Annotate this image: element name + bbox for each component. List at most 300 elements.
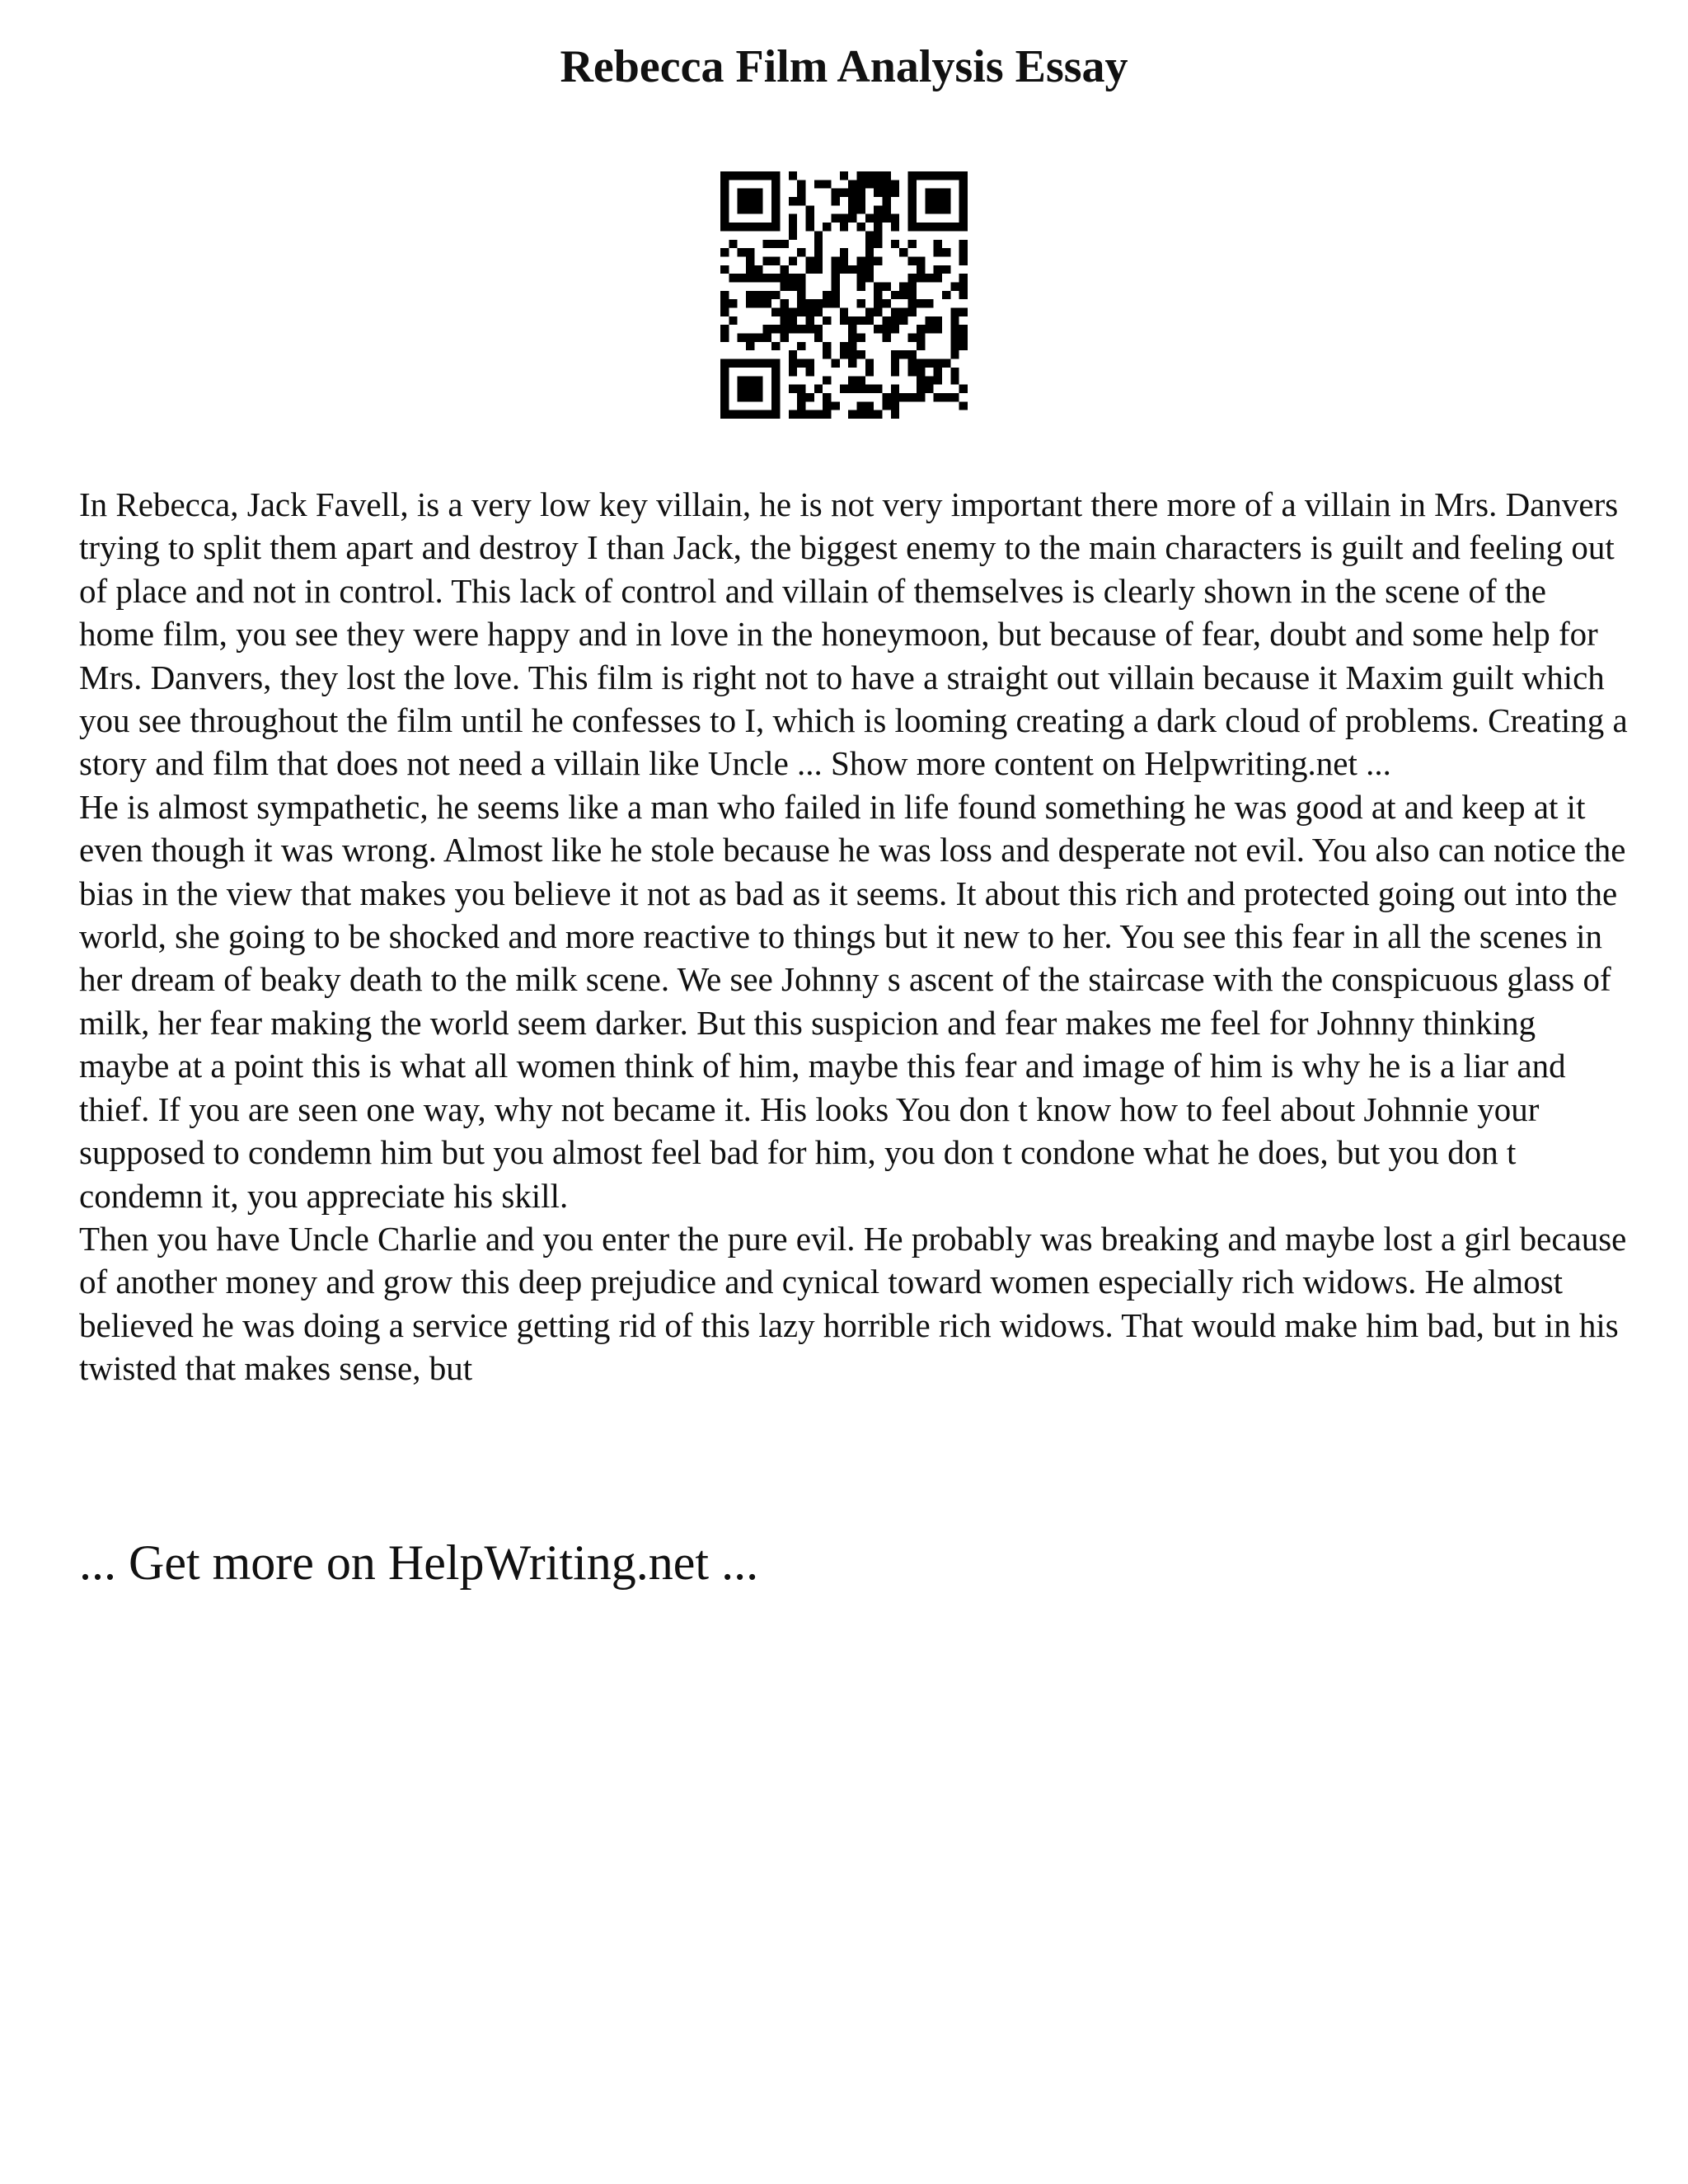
qr-module bbox=[934, 248, 942, 256]
qr-module bbox=[754, 385, 762, 393]
qr-module bbox=[917, 325, 925, 333]
qr-module bbox=[917, 171, 925, 180]
qr-module bbox=[771, 180, 780, 188]
get-more-link[interactable]: ... Get more on HelpWriting.net ... bbox=[79, 1535, 759, 1590]
qr-module bbox=[840, 256, 848, 265]
qr-module bbox=[883, 205, 891, 213]
qr-module bbox=[934, 316, 942, 325]
qr-module bbox=[891, 180, 899, 188]
qr-module bbox=[925, 197, 933, 205]
qr-module bbox=[797, 299, 805, 307]
qr-module bbox=[805, 393, 814, 401]
qr-module bbox=[797, 274, 805, 282]
qr-module bbox=[738, 334, 746, 342]
qr-module bbox=[857, 282, 865, 290]
qr-module bbox=[857, 256, 865, 265]
qr-module bbox=[805, 325, 814, 333]
qr-module bbox=[805, 223, 814, 231]
qr-module bbox=[908, 299, 917, 307]
qr-module bbox=[883, 197, 891, 205]
qr-module bbox=[865, 171, 874, 180]
qr-module bbox=[805, 299, 814, 307]
qr-module bbox=[917, 299, 925, 307]
qr-module bbox=[883, 325, 891, 333]
qr-module bbox=[771, 189, 780, 197]
qr-module bbox=[942, 223, 950, 231]
qr-module bbox=[738, 197, 746, 205]
qr-module bbox=[959, 401, 968, 410]
qr-module bbox=[746, 256, 754, 265]
qr-module bbox=[720, 334, 729, 342]
qr-module bbox=[738, 410, 746, 419]
qr-module bbox=[754, 265, 762, 274]
qr-module bbox=[797, 180, 805, 188]
qr-module bbox=[729, 240, 737, 248]
qr-module bbox=[746, 376, 754, 384]
qr-module bbox=[771, 393, 780, 401]
qr-module bbox=[891, 393, 899, 401]
qr-module bbox=[738, 393, 746, 401]
qr-module bbox=[891, 401, 899, 410]
qr-module bbox=[746, 299, 754, 307]
qr-module bbox=[865, 265, 874, 274]
essay-paragraph-1: In Rebecca, Jack Favell, is a very low key villain, he is not very important there more of a villain in Mrs. Danvers trying to split them apart and destroy I than Jack, the biggest enemy to the main characters is guilt and feeling out of place and not in control. This lack of control and villain of themselves is clearly shown in the scene of the home film, you see they were happy and in love in the honeymoon, but because of fear, doubt and some help for Mrs. Danvers, they lost the love. This film is right not to have a straight out villain because it Maxim guilt which you see throughout the film until he confesses to I, which is looming creating a dark cloud of problems. Creating a story and film that does not need a villain like Uncle ... Show more content on Helpwriting.net ... bbox=[79, 485, 1628, 783]
qr-module bbox=[823, 342, 831, 350]
qr-module bbox=[840, 214, 848, 223]
qr-module bbox=[934, 376, 942, 384]
qr-module bbox=[857, 205, 865, 213]
qr-module bbox=[934, 240, 942, 248]
qr-module bbox=[908, 189, 917, 197]
qr-module bbox=[840, 308, 848, 316]
qr-module bbox=[789, 282, 797, 290]
qr-module bbox=[771, 240, 780, 248]
qr-module bbox=[746, 385, 754, 393]
qr-module bbox=[814, 231, 823, 239]
qr-module bbox=[917, 256, 925, 265]
qr-module bbox=[891, 368, 899, 376]
qr-module bbox=[797, 189, 805, 197]
qr-module bbox=[908, 393, 917, 401]
qr-module bbox=[720, 393, 729, 401]
qr-module bbox=[959, 334, 968, 342]
qr-module bbox=[908, 359, 917, 368]
qr-module bbox=[831, 359, 839, 368]
qr-module bbox=[805, 368, 814, 376]
qr-module bbox=[959, 282, 968, 290]
qr-module bbox=[771, 291, 780, 299]
qr-module bbox=[720, 325, 729, 333]
qr-module bbox=[840, 189, 848, 197]
qr-module bbox=[797, 308, 805, 316]
qr-module bbox=[908, 291, 917, 299]
qr-module bbox=[729, 274, 737, 282]
qr-module bbox=[840, 265, 848, 274]
qr-module bbox=[925, 274, 933, 282]
qr-module bbox=[848, 334, 856, 342]
qr-module bbox=[814, 299, 823, 307]
qr-module bbox=[720, 368, 729, 376]
qr-module bbox=[754, 410, 762, 419]
qr-module bbox=[823, 410, 831, 419]
qr-module bbox=[840, 342, 848, 350]
qr-module bbox=[917, 334, 925, 342]
qr-module bbox=[754, 393, 762, 401]
qr-module bbox=[746, 189, 754, 197]
qr-module bbox=[950, 368, 959, 376]
qr-module bbox=[891, 240, 899, 248]
qr-module bbox=[814, 410, 823, 419]
qr-module bbox=[814, 308, 823, 316]
qr-module bbox=[797, 282, 805, 290]
qr-module bbox=[720, 299, 729, 307]
qr-module bbox=[729, 171, 737, 180]
qr-module bbox=[746, 205, 754, 213]
qr-module bbox=[874, 214, 882, 223]
qr-module bbox=[865, 240, 874, 248]
qr-module bbox=[908, 240, 917, 248]
qr-module bbox=[831, 401, 839, 410]
qr-module bbox=[950, 350, 959, 359]
qr-module bbox=[780, 308, 788, 316]
qr-module bbox=[789, 171, 797, 180]
qr-module bbox=[891, 223, 899, 231]
qr-module bbox=[950, 325, 959, 333]
qr-module bbox=[746, 265, 754, 274]
qr-module bbox=[925, 171, 933, 180]
qr-module bbox=[917, 223, 925, 231]
qr-module bbox=[959, 385, 968, 393]
qr-module bbox=[950, 171, 959, 180]
qr-module bbox=[959, 205, 968, 213]
qr-module bbox=[934, 265, 942, 274]
qr-module bbox=[908, 180, 917, 188]
qr-module bbox=[934, 171, 942, 180]
qr-module bbox=[780, 240, 788, 248]
qr-module bbox=[840, 171, 848, 180]
essay-body bbox=[79, 483, 1629, 1390]
qr-module bbox=[857, 180, 865, 188]
qr-module bbox=[823, 180, 831, 188]
essay-paragraph-3: Then you have Uncle Charlie and you enter the pure evil. He probably was breaking and maybe lost a girl because of another money and grow this deep prejudice and cynical toward women especially rich widows. He almost believed he was doing a service getting rid of this lazy horrible rich widows. That would make him bad, but in his twisted that makes sense, but bbox=[79, 1219, 1627, 1388]
qr-module bbox=[908, 205, 917, 213]
qr-module bbox=[771, 342, 780, 350]
qr-module bbox=[950, 223, 959, 231]
qr-module bbox=[746, 342, 754, 350]
qr-module bbox=[925, 359, 933, 368]
qr-module bbox=[797, 248, 805, 256]
qr-module bbox=[797, 401, 805, 410]
qr-module bbox=[831, 197, 839, 205]
qr-module bbox=[789, 350, 797, 359]
qr-module bbox=[789, 325, 797, 333]
qr-module bbox=[865, 316, 874, 325]
qr-module bbox=[720, 180, 729, 188]
qr-module bbox=[771, 368, 780, 376]
qr-module bbox=[934, 393, 942, 401]
qr-module bbox=[942, 205, 950, 213]
qr-module bbox=[857, 171, 865, 180]
qr-module bbox=[789, 359, 797, 368]
qr-module bbox=[805, 205, 814, 213]
qr-module bbox=[729, 299, 737, 307]
qr-module bbox=[823, 223, 831, 231]
qr-module bbox=[763, 325, 771, 333]
qr-module bbox=[959, 308, 968, 316]
qr-module bbox=[857, 274, 865, 282]
qr-module bbox=[797, 359, 805, 368]
qr-module bbox=[823, 350, 831, 359]
qr-module bbox=[857, 197, 865, 205]
qr-module bbox=[908, 171, 917, 180]
qr-module bbox=[831, 299, 839, 307]
qr-module bbox=[720, 171, 729, 180]
qr-module bbox=[883, 334, 891, 342]
qr-module bbox=[874, 223, 882, 231]
qr-module bbox=[950, 342, 959, 350]
qr-module bbox=[908, 214, 917, 223]
qr-module bbox=[720, 223, 729, 231]
qr-module bbox=[848, 342, 856, 350]
qr-module bbox=[891, 359, 899, 368]
qr-module bbox=[874, 308, 882, 316]
qr-module bbox=[754, 359, 762, 368]
qr-module bbox=[857, 316, 865, 325]
qr-module bbox=[831, 282, 839, 290]
qr-module bbox=[942, 265, 950, 274]
qr-module bbox=[874, 205, 882, 213]
qr-module bbox=[899, 308, 907, 316]
qr-module bbox=[874, 282, 882, 290]
qr-module bbox=[771, 205, 780, 213]
qr-module bbox=[754, 291, 762, 299]
qr-module bbox=[891, 189, 899, 197]
qr-module bbox=[908, 274, 917, 282]
qr-module bbox=[874, 299, 882, 307]
qr-module bbox=[950, 282, 959, 290]
qr-module bbox=[925, 189, 933, 197]
qr-module bbox=[720, 385, 729, 393]
qr-module bbox=[754, 334, 762, 342]
qr-module bbox=[848, 410, 856, 419]
qr-module bbox=[746, 393, 754, 401]
qr-module bbox=[789, 214, 797, 223]
qr-module bbox=[848, 359, 856, 368]
qr-module bbox=[771, 401, 780, 410]
qr-module bbox=[746, 197, 754, 205]
qr-module bbox=[959, 342, 968, 350]
qr-module bbox=[891, 325, 899, 333]
qr-module bbox=[959, 189, 968, 197]
qr-module bbox=[763, 256, 771, 265]
qr-module bbox=[805, 410, 814, 419]
qr-module bbox=[789, 223, 797, 231]
qr-module bbox=[797, 385, 805, 393]
qr-module bbox=[883, 180, 891, 188]
qr-module bbox=[754, 197, 762, 205]
qr-module bbox=[942, 189, 950, 197]
qr-module bbox=[908, 223, 917, 231]
qr-module bbox=[874, 171, 882, 180]
qr-module bbox=[959, 256, 968, 265]
qr-module bbox=[925, 376, 933, 384]
qr-module bbox=[874, 189, 882, 197]
qr-module bbox=[899, 350, 907, 359]
qr-module bbox=[917, 265, 925, 274]
qr-module bbox=[738, 359, 746, 368]
qr-module bbox=[857, 376, 865, 384]
qr-module bbox=[763, 291, 771, 299]
qr-module bbox=[789, 410, 797, 419]
qr-module bbox=[950, 334, 959, 342]
qr-code-icon bbox=[720, 171, 968, 419]
qr-module bbox=[771, 325, 780, 333]
qr-module bbox=[959, 180, 968, 188]
qr-module bbox=[738, 205, 746, 213]
qr-module bbox=[865, 401, 874, 410]
qr-module bbox=[934, 274, 942, 282]
qr-module bbox=[848, 180, 856, 188]
qr-module bbox=[814, 240, 823, 248]
qr-module bbox=[797, 342, 805, 350]
qr-module bbox=[874, 410, 882, 419]
qr-module bbox=[934, 223, 942, 231]
qr-module bbox=[899, 316, 907, 325]
qr-module bbox=[763, 334, 771, 342]
qr-code-graphic bbox=[720, 171, 968, 419]
qr-module bbox=[771, 410, 780, 419]
qr-module bbox=[865, 368, 874, 376]
qr-module bbox=[950, 376, 959, 384]
qr-module bbox=[729, 359, 737, 368]
qr-module bbox=[865, 385, 874, 393]
qr-module bbox=[823, 393, 831, 401]
qr-module bbox=[883, 282, 891, 290]
qr-module bbox=[754, 171, 762, 180]
qr-module bbox=[917, 385, 925, 393]
qr-module bbox=[908, 256, 917, 265]
qr-module bbox=[891, 316, 899, 325]
qr-module bbox=[780, 265, 788, 274]
qr-module bbox=[874, 180, 882, 188]
qr-module bbox=[857, 265, 865, 274]
qr-module bbox=[805, 316, 814, 325]
qr-module bbox=[848, 350, 856, 359]
qr-module bbox=[831, 265, 839, 274]
qr-module bbox=[917, 274, 925, 282]
qr-module bbox=[789, 316, 797, 325]
qr-module bbox=[865, 410, 874, 419]
qr-module bbox=[925, 299, 933, 307]
qr-module bbox=[959, 223, 968, 231]
qr-module bbox=[883, 299, 891, 307]
qr-module bbox=[780, 325, 788, 333]
qr-module bbox=[814, 334, 823, 342]
qr-module bbox=[848, 197, 856, 205]
qr-module bbox=[883, 214, 891, 223]
qr-module bbox=[771, 223, 780, 231]
qr-module bbox=[857, 410, 865, 419]
qr-module bbox=[925, 316, 933, 325]
qr-module bbox=[780, 334, 788, 342]
qr-module bbox=[823, 316, 831, 325]
qr-module bbox=[934, 189, 942, 197]
qr-module bbox=[891, 350, 899, 359]
qr-module bbox=[959, 248, 968, 256]
qr-module bbox=[729, 223, 737, 231]
qr-module bbox=[959, 240, 968, 248]
qr-module bbox=[831, 274, 839, 282]
qr-module bbox=[848, 325, 856, 333]
qr-module bbox=[738, 248, 746, 256]
qr-module bbox=[942, 248, 950, 256]
qr-module bbox=[942, 359, 950, 368]
qr-module bbox=[789, 256, 797, 265]
qr-module bbox=[848, 316, 856, 325]
qr-module bbox=[720, 308, 729, 316]
qr-module bbox=[848, 189, 856, 197]
qr-module bbox=[814, 385, 823, 393]
qr-module bbox=[857, 385, 865, 393]
qr-module bbox=[959, 291, 968, 299]
qr-module bbox=[840, 223, 848, 231]
qr-module bbox=[959, 197, 968, 205]
qr-module bbox=[865, 248, 874, 256]
qr-module bbox=[934, 368, 942, 376]
qr-module bbox=[908, 350, 917, 359]
qr-module bbox=[959, 171, 968, 180]
qr-module bbox=[746, 274, 754, 282]
qr-module bbox=[746, 171, 754, 180]
qr-module bbox=[874, 240, 882, 248]
qr-module bbox=[738, 385, 746, 393]
qr-module bbox=[959, 274, 968, 282]
qr-module bbox=[720, 376, 729, 384]
qr-module bbox=[917, 393, 925, 401]
qr-module bbox=[865, 180, 874, 188]
qr-module bbox=[780, 282, 788, 290]
qr-module bbox=[874, 231, 882, 239]
qr-module bbox=[891, 308, 899, 316]
essay-paragraph-2: He is almost sympathetic, he seems like a man who failed in life found something he was good at and keep at it even though it was wrong. Almost like he stole because he was loss and desperate not evil. You also can notice the bias in the view that makes you believe it not as bad as it seems. It about this rich and protected going out into the world, she going to be shocked and more reactive to things but it new to her. You see this fear in all the scenes in her dream of beaky death to the milk scene. We see Johnny s ascent of the staircase with the conspicuous glass of milk, her fear making the world seem darker. But this suspicion and fear makes me feel for Johnny thinking maybe at a point this is what all women think of him, maybe this fear and image of him is why he is a liar and thief. If you are seen one way, why not became it. His looks You don t know how to feel about Johnnie your supposed to condemn him but you almost feel bad for him, you don t condone what he does, but you don t condemn it, you appreciate his skill. bbox=[79, 787, 1626, 1215]
qr-module bbox=[746, 410, 754, 419]
qr-module bbox=[865, 256, 874, 265]
qr-module bbox=[789, 197, 797, 205]
qr-module bbox=[720, 205, 729, 213]
qr-module bbox=[874, 385, 882, 393]
qr-module bbox=[950, 393, 959, 401]
qr-module bbox=[865, 359, 874, 368]
qr-module bbox=[959, 325, 968, 333]
qr-module bbox=[908, 282, 917, 290]
qr-module bbox=[763, 274, 771, 282]
qr-module bbox=[805, 359, 814, 368]
qr-module bbox=[805, 256, 814, 265]
qr-module bbox=[746, 223, 754, 231]
qr-module bbox=[857, 334, 865, 342]
qr-module bbox=[814, 248, 823, 256]
qr-module bbox=[823, 401, 831, 410]
qr-module bbox=[891, 214, 899, 223]
qr-module bbox=[917, 359, 925, 368]
qr-module bbox=[883, 401, 891, 410]
qr-module bbox=[908, 197, 917, 205]
qr-module bbox=[797, 197, 805, 205]
qr-module bbox=[814, 256, 823, 265]
qr-module bbox=[831, 189, 839, 197]
qr-module bbox=[746, 334, 754, 342]
qr-module bbox=[746, 291, 754, 299]
